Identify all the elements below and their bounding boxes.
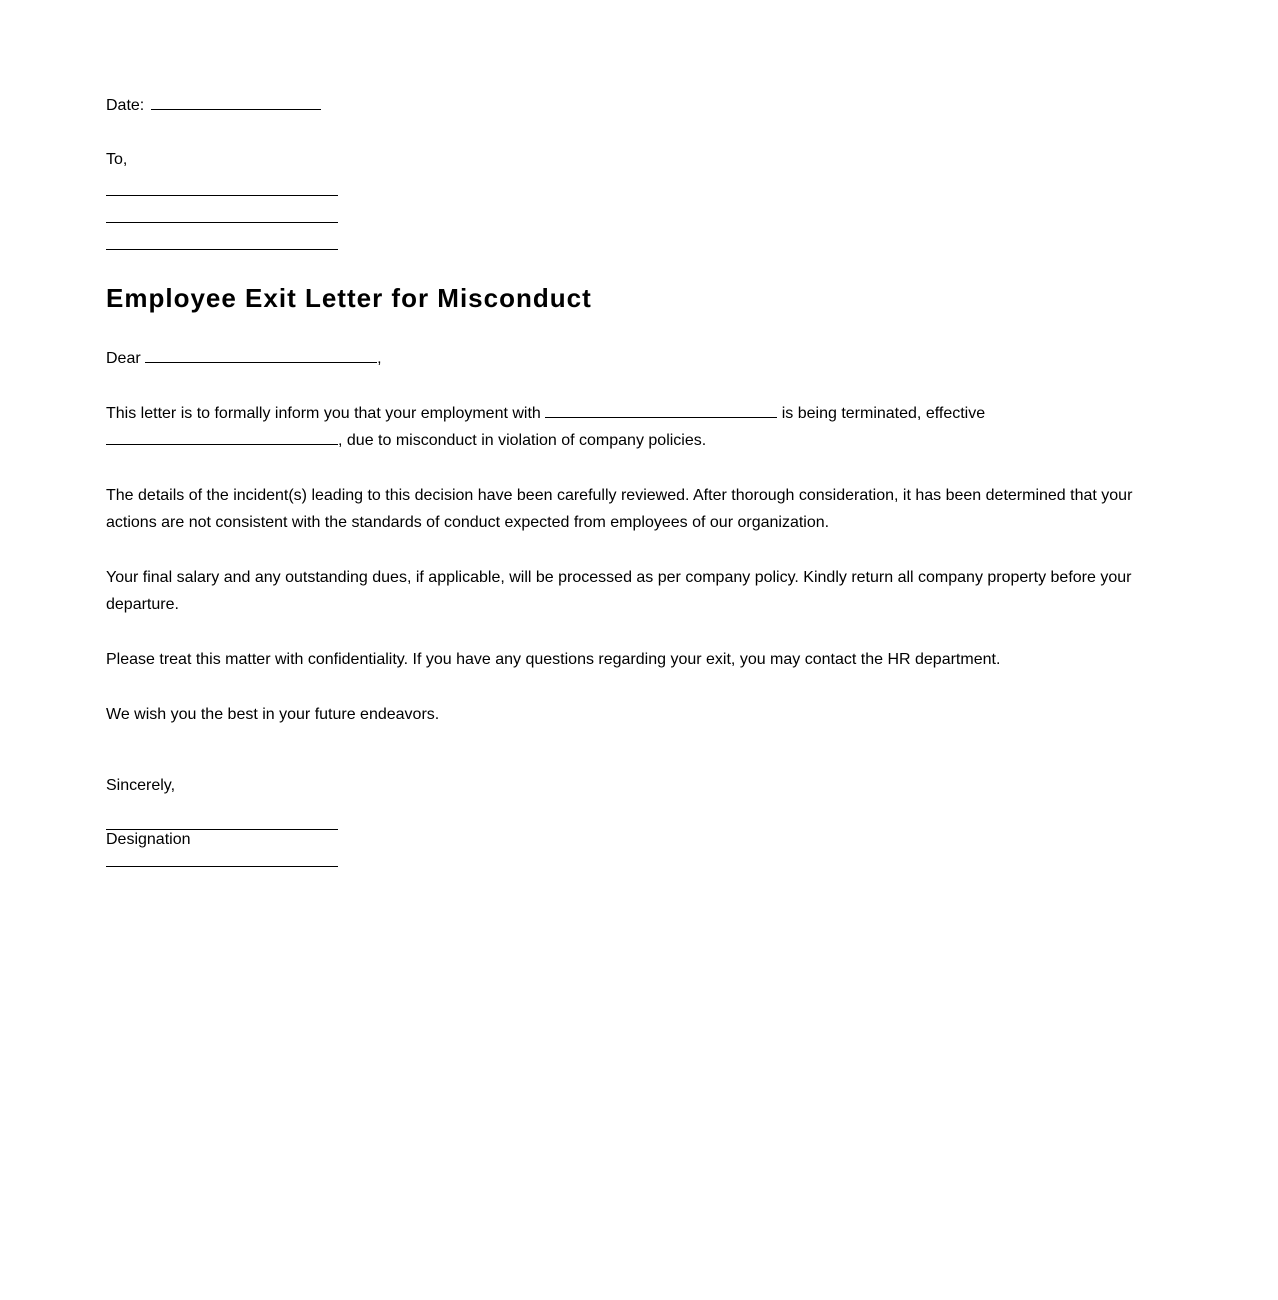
recipient-line-1[interactable] (106, 195, 338, 196)
recipient-line-3[interactable] (106, 249, 338, 250)
paragraph-5: We wish you the best in your future endeavors. (106, 706, 440, 723)
paragraph-1-part-3: , due to misconduct in violation of company policies. (338, 432, 707, 449)
salutation-prefix: Dear (106, 350, 141, 367)
date-label: Date: (106, 97, 145, 114)
paragraph-1-part-1: This letter is to formally inform you that your employment with (106, 405, 541, 422)
letter-title: Employee Exit Letter for Misconduct (106, 283, 592, 313)
recipient-line-2[interactable] (106, 222, 338, 223)
effective-date-field[interactable] (106, 430, 338, 445)
paragraph-1-part-2: is being terminated, effective (781, 405, 986, 422)
designation-label: Designation (106, 831, 191, 848)
salutation-suffix: , (377, 350, 382, 367)
recipient-name-field[interactable] (145, 348, 377, 363)
date-field[interactable] (151, 95, 321, 110)
to-label: To, (106, 151, 128, 168)
company-name-field[interactable] (545, 403, 777, 418)
paragraph-3: Your final salary and any outstanding dues, if applicable, will be processed as per company policy. Kindly return all company property before your departure. (106, 569, 1132, 613)
date-line (106, 95, 321, 116)
paragraph-2: The details of the incident(s) leading to this decision have been carefully reviewed. After thorough consideration, it has been determined that your actions are not consistent with the standards of conduct expected from employees of our organization. (106, 487, 1133, 531)
designation-line[interactable] (106, 866, 338, 867)
paragraph-1-line-2 (106, 430, 706, 451)
closing: Sincerely, (106, 777, 176, 794)
paragraph-4: Please treat this matter with confidentiality. If you have any questions regarding your exit, you may contact the HR department. (106, 651, 1001, 668)
paragraph-1-line-1 (106, 403, 985, 424)
salutation-line (106, 348, 382, 369)
